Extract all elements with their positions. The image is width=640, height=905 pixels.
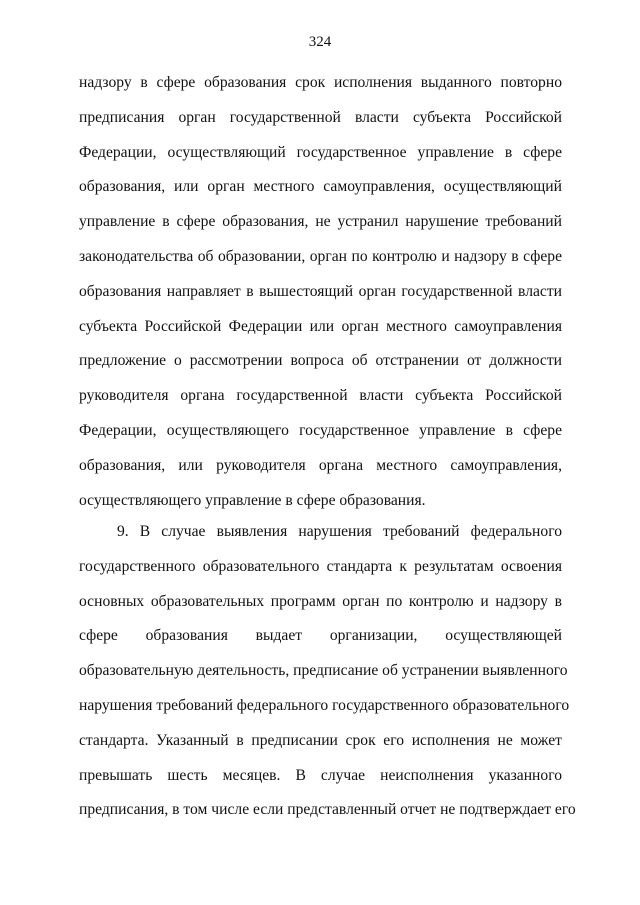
text-line: осуществляющего управление в сфере образования. — [79, 491, 426, 509]
text-line: нарушения требований федерального государственного образовательного — [79, 696, 570, 714]
text-line: основных образовательных программ орган по контролю и надзору в — [79, 592, 562, 610]
text-line: образования, или руководителя органа местного самоуправления, — [79, 456, 562, 474]
text-line: образования направляет в вышестоящий орган государственной власти — [79, 282, 562, 300]
text-line: Федерации, осуществляющий государственное управление в сфере — [79, 143, 562, 161]
text-line: 9. В случае выявления нарушения требований федерального — [117, 523, 562, 540]
text-line: сфере образования выдает организации, осуществляющей — [79, 627, 562, 645]
text-line: превышать шесть месяцев. В случае неисполнения указанного — [79, 766, 562, 784]
text-line: надзору в сфере образования срок исполнения выданного повторно — [79, 74, 562, 91]
page-number: 324 — [308, 34, 332, 50]
text-line: предписания, в том числе если представленный отчет не подтверждает его — [79, 801, 576, 819]
text-line: предписания орган государственной власти субъекта Российской — [79, 108, 562, 126]
text-line: государственного образовательного стандарта к результатам освоения — [79, 557, 562, 575]
paragraph-continuation — [79, 66, 562, 518]
text-line: субъекта Российской Федерации или орган местного самоуправления — [79, 317, 562, 335]
text-line: предложение о рассмотрении вопроса об отстранении от должности — [79, 352, 562, 370]
text-line: законодательства об образовании, орган по контролю и надзору в сфере — [79, 247, 562, 265]
text-line: Федерации, осуществляющего государственное управление в сфере — [79, 421, 562, 439]
text-line: стандарта. Указанный в предписании срок его исполнения не может — [79, 731, 562, 749]
text-line: управление в сфере образования, не устранил нарушение требований — [79, 213, 562, 231]
text-line: руководителя органа государственной власти субъекта Российской — [79, 387, 562, 405]
paragraph-item-9 — [79, 515, 576, 828]
text-line: образования, или орган местного самоуправления, осуществляющий — [79, 178, 562, 196]
text-line: образовательную деятельность, предписание об устранении выявленного — [79, 662, 568, 680]
